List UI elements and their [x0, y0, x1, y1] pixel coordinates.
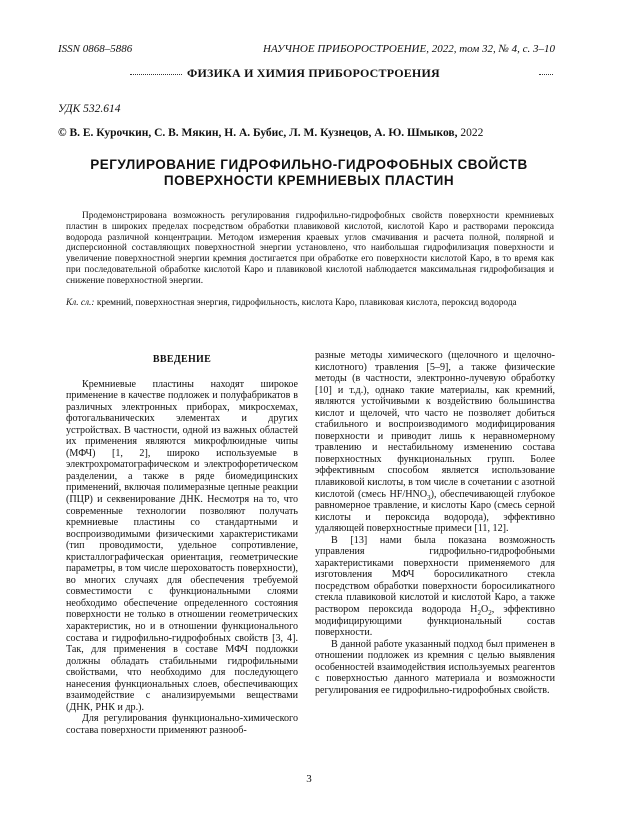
journal-citation: НАУЧНОЕ ПРИБОРОСТРОЕНИЕ, 2022, том 32, № 4, с. 3–10: [263, 43, 555, 55]
page-number: 3: [306, 773, 312, 785]
publication-year: 2022: [460, 127, 484, 139]
text-run: , эффективно модифицирующими функциональный состав поверхности.: [315, 604, 555, 639]
intro-heading: ВВЕДЕНИЕ: [152, 354, 212, 365]
paragraph: Для регулирования функционально-химического состава поверхности применяют разнооб-: [66, 713, 298, 736]
title-line-2: ПОВЕРХНОСТИ КРЕМНИЕВЫХ ПЛАСТИН: [163, 173, 455, 188]
left-column: [66, 339, 298, 737]
keywords: [66, 298, 554, 309]
paragraph: [315, 350, 555, 535]
udk-code: УДК 532.614: [58, 103, 121, 115]
section-divider-left: [130, 74, 182, 75]
subscript: 3: [427, 493, 431, 502]
title-line-1: РЕГУЛИРОВАНИЕ ГИДРОФИЛЬНО-ГИДРОФОБНЫХ СВОЙСТВ: [90, 157, 528, 172]
keywords-label: Кл. сл.:: [66, 298, 95, 308]
abstract: Продемонстрирована возможность регулирования гидрофильно-гидрофобных свойств поверхности кремниевых пластин в широких пределах посредством обработки плавиковой кислотой, кислотой Каро и растворами пероксида водорода различной концентрации. Методом измерения краевых углов смачивания и расчета полной, полярной и дисперсионной составляющих поверхностной энергии установлено, что наибольшая гидрофилизация поверхности и увеличение поверхностной энергии кремния достигается при обработке его поверхности кислотой Каро, в то время как при последовательной обработке кислотой Каро и плавиковой кислотой наблюдается максимальная гидрофобизация и снижение поверхностной энергии.: [66, 211, 554, 286]
text-run: O: [480, 604, 489, 616]
author-line: [58, 127, 483, 139]
author-names: В. Е. Курочкин, С. В. Мякин, Н. А. Бубис, Л. М. Кузнецов, А. Ю. Шмыков,: [69, 127, 458, 139]
section-title: ФИЗИКА И ХИМИЯ ПРИБОРОСТРОЕНИЯ: [187, 66, 440, 80]
text-run: разные методы химического (щелочного и щелочно-кислотного) травления [5–9], а также физические методы (в частности, электронно-лучевую обработку [10] и т.д.), однако такие материалы, как кремний, являются устойчивыми к воздействию большинства кислот и щелочей, что часто не позволяет добиться стабильного и воспроизводимого модифицирования поверхности и приводит лишь к неравномерному травлению и нестабильному изменению состава поверхностных функциональных групп. Более эффективным способом является использование плавиковой кислоты, в том числе в сочетании с азотной кислотой (смесь HF/HNO: [315, 350, 555, 500]
copyright-sign: ©: [58, 127, 67, 139]
section-divider-right: [539, 74, 553, 75]
paragraph: [315, 535, 555, 639]
subscript: 2: [477, 609, 481, 618]
text-run: В [13] нами была показана возможность управления гидрофильно-гидрофобными характеристиками поверхности применяемого для изготовления МФЧ боросиликатного стекла посредством обработки поверхности боросиликатного стекла плавиковой кислотой и кислотой Каро, а также раствором пероксида водорода H: [315, 534, 555, 616]
paper-title: [60, 157, 558, 189]
section-header: [130, 66, 553, 82]
paragraph: В данной работе указанный подход был применен в отношении подложек из кремния с целью выявления особенностей взаимодействия используемых реагентов с поверхностью данного материала и возможности регулирования ее гидрофильно-гидрофобных свойств.: [315, 638, 555, 696]
text-run: ), обеспечивающей глубокое равномерное травление, и кислоты Каро (смесь серной кислоты и пероксида водорода), эффективно удаляющей поверхностные примеси [11, 12].: [315, 488, 555, 535]
paragraph: Кремниевые пластины находят широкое применение в качестве подложек и полуфабрикатов в различных электронных приборах, микросхемах, фотогальванических элементах и других устройствах. В частности, одной из важных областей их применения являются микрофлюидные чипы (МФЧ) [1, 2], широко используемые в электрохроматографическом и электрофоретическом разделении, а также в ряде биомедицинских применений, включая полимеразные цепные реакции (ПЦР) и секвенирование ДНК. Несмотря на то, что современные технологии позволяют получать кремниевые пластины со стандартными и воспроизводимыми физическими характеристиками (тип проводимости, удельное сопротивление, кристаллографическая ориентация, геометрические параметры, в том числе шероховатость поверхности), во многих случаях для обеспечения требуемой совместимости с функциональными слоями необходимо обеспечение определенного состояния поверхности не только в отношении геометрических характеристик, но и в отношении функционального состава и гидрофильно-гидрофобных свойств [3, 4]. Так, для применения в составе МФЧ подложки должны обладать стабильными гидрофильными свойствами, что необходимо для последующего нанесения функциональных слоев, обеспечивающих взаимодействие с анализируемыми веществами (ДНК, РНК и др.).: [66, 378, 298, 713]
subscript: 2: [488, 609, 492, 618]
keywords-text: кремний, поверхностная энергия, гидрофильность, кислота Каро, плавиковая кислота, пероксид водорода: [96, 298, 517, 308]
issn: ISSN 0868–5886: [58, 43, 133, 55]
right-column: [315, 350, 555, 696]
